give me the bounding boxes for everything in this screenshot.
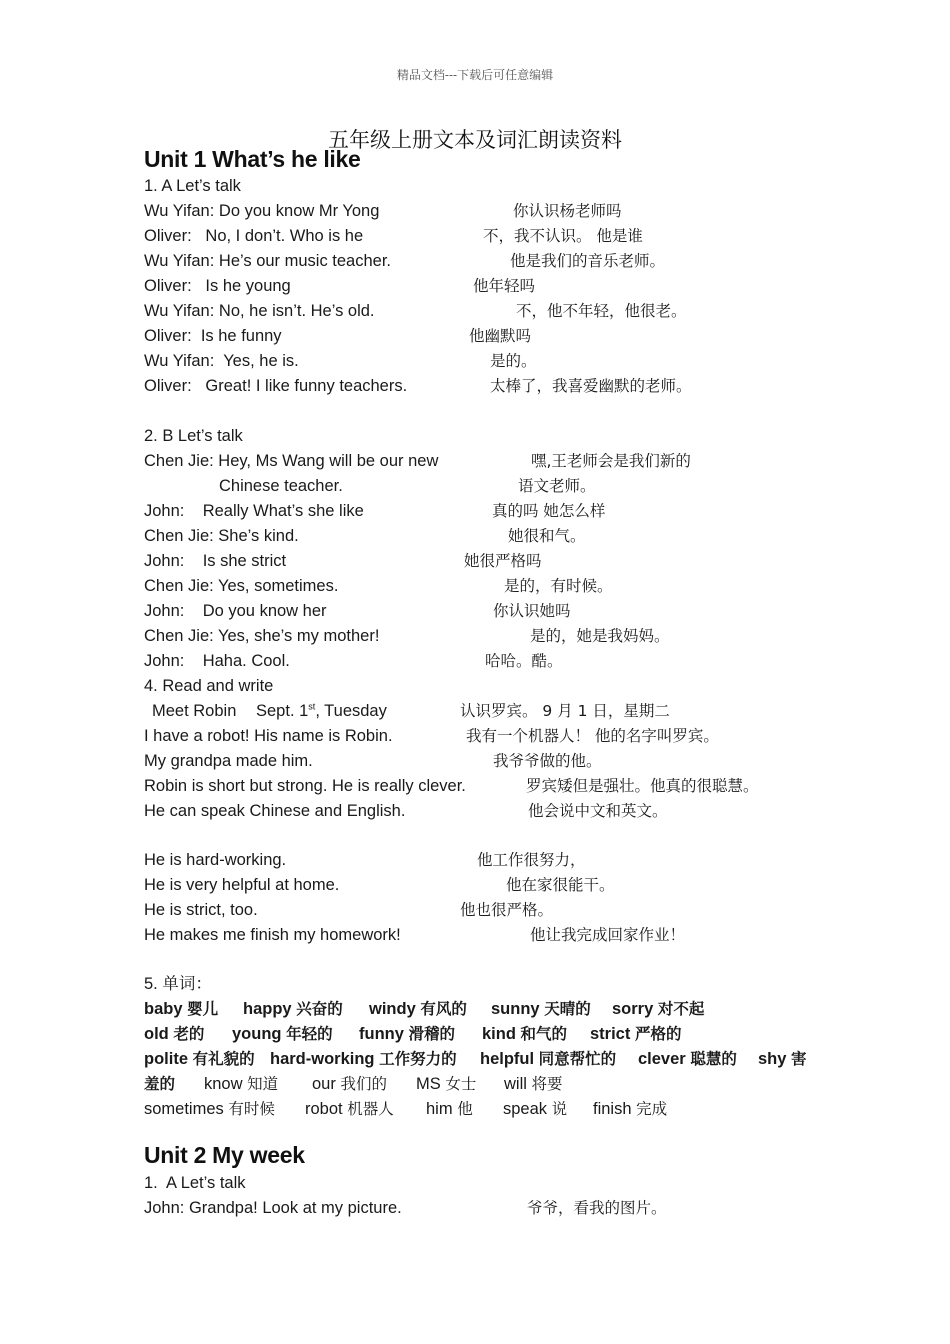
- dialogue-cn: 她很严格吗: [464, 552, 542, 570]
- unit2-a-talk-heading: 1. A Let’s talk: [144, 1174, 246, 1192]
- vocab-item: speak 说: [503, 1100, 568, 1118]
- dialogue-cn: 是的，她是我妈妈。: [530, 627, 670, 645]
- dialogue-en: John: Do you know her: [144, 602, 327, 620]
- dialogue-cn: 他是我们的音乐老师。: [510, 252, 666, 270]
- vocab-item: helpful 同意帮忙的: [480, 1050, 617, 1068]
- dialogue-cn: 是的。: [490, 352, 537, 370]
- vocab-item: hard-working 工作努力的: [270, 1050, 457, 1068]
- dialogue-cn: 她很和气。: [508, 527, 586, 545]
- meet-robin-title: Meet Robin: [152, 702, 237, 720]
- vocab-item: old 老的: [144, 1025, 205, 1043]
- dialogue-cn: 不，他不年轻，他很老。: [516, 302, 687, 320]
- vocab-item: polite 有礼貌的: [144, 1050, 255, 1068]
- dialogue-en: Chen Jie: Hey, Ms Wang will be our new: [144, 452, 439, 470]
- vocab-item: young 年轻的: [232, 1025, 333, 1043]
- passage-en: He is hard-working.: [144, 851, 287, 869]
- dialogue-cn: 他年轻吗: [473, 277, 536, 295]
- dialogue-cn: 哈哈。酷。: [485, 652, 563, 670]
- passage-en: I have a robot! His name is Robin.: [144, 727, 393, 745]
- dialogue-cn: 嘿,王老师会是我们新的: [531, 452, 691, 470]
- dialogue-en: John: Really What’s she like: [144, 502, 364, 520]
- vocab-item: happy 兴奋的: [243, 1000, 343, 1018]
- dialogue-en: Chinese teacher.: [219, 477, 343, 495]
- meet-robin-cn: 认识罗宾。 9 月 1 日，星期二: [460, 702, 670, 720]
- page-header: 精品文档---下载后可任意编辑: [396, 68, 554, 82]
- dialogue-cn: 他幽默吗: [469, 327, 532, 345]
- vocab-item: windy 有风的: [369, 1000, 467, 1018]
- document-title: 五年级上册文本及词汇朗读资料: [328, 128, 622, 152]
- passage-en: He is strict, too.: [144, 901, 258, 919]
- passage-cn: 他工作很努力，: [477, 851, 586, 869]
- meet-robin-date: Sept. 1st, Tuesday: [256, 701, 387, 720]
- vocab-item: sometimes 有时候: [144, 1100, 275, 1118]
- vocab-item: our 我们的: [312, 1075, 387, 1093]
- dialogue-cn: 是的，有时候。: [504, 577, 613, 595]
- dialogue-cn: 爷爷，看我的图片。: [527, 1199, 667, 1217]
- passage-cn: 他也很严格。: [460, 901, 554, 919]
- dialogue-en: Wu Yifan: He’s our music teacher.: [144, 252, 392, 270]
- vocab-item: will 将要: [504, 1075, 563, 1093]
- dialogue-en: Chen Jie: Yes, sometimes.: [144, 577, 339, 595]
- passage-cn: 他让我完成回家作业！: [530, 926, 686, 944]
- passage-en: He makes me finish my homework!: [144, 926, 401, 944]
- passage-cn: 罗宾矮但是强壮。他真的很聪慧。: [526, 777, 759, 795]
- dialogue-en: Chen Jie: She’s kind.: [144, 527, 299, 545]
- passage-en: My grandpa made him.: [144, 752, 313, 770]
- dialogue-cn: 你认识杨老师吗: [513, 202, 622, 220]
- vocab-item: sorry 对不起: [612, 1000, 705, 1018]
- read-write-heading: 4. Read and write: [144, 677, 274, 695]
- vocab-item: strict 严格的: [590, 1025, 682, 1043]
- dialogue-en: Oliver: Great! I like funny teachers.: [144, 377, 408, 395]
- passage-en: He can speak Chinese and English.: [144, 802, 406, 820]
- dialogue-cn: 不，我不认识。 他是谁: [483, 227, 643, 245]
- passage-cn: 他会说中文和英文。: [528, 802, 668, 820]
- dialogue-en: Chen Jie: Yes, she’s my mother!: [144, 627, 380, 645]
- unit1-b-talk-heading: 2. B Let’s talk: [144, 427, 243, 445]
- vocab-item: clever 聪慧的: [638, 1050, 737, 1068]
- vocab-item: funny 滑稽的: [359, 1025, 456, 1043]
- vocab-item: shy 害: [758, 1050, 807, 1068]
- dialogue-cn: 太棒了，我喜爱幽默的老师。: [490, 377, 692, 395]
- dialogue-en: John: Is she strict: [144, 552, 287, 570]
- passage-cn: 他在家很能干。: [506, 876, 615, 894]
- vocab-item: know 知道: [204, 1075, 279, 1093]
- vocab-item: sunny 天晴的: [491, 1000, 591, 1018]
- dialogue-cn: 真的吗 她怎么样: [492, 502, 606, 520]
- dialogue-en: Wu Yifan: Yes, he is.: [144, 352, 299, 370]
- dialogue-en: Oliver: No, I don’t. Who is he: [144, 227, 364, 245]
- passage-en: Robin is short but strong. He is really clever.: [144, 777, 466, 795]
- dialogue-en: Oliver: Is he young: [144, 277, 291, 295]
- passage-cn: 我爷爷做的他。: [493, 752, 602, 770]
- vocab-heading: 5. 单词：: [144, 975, 212, 993]
- vocab-item: MS 女士: [416, 1075, 477, 1093]
- dialogue-en: John: Haha. Cool.: [144, 652, 290, 670]
- dialogue-en: Wu Yifan: Do you know Mr Yong: [144, 202, 380, 220]
- vocab-item: kind 和气的: [482, 1025, 568, 1043]
- unit2-title: Unit 2 My week: [144, 1142, 305, 1168]
- vocab-item: finish 完成: [593, 1100, 668, 1118]
- unit1-a-talk-heading: 1. A Let’s talk: [144, 177, 241, 195]
- dialogue-cn: 语文老师。: [518, 477, 596, 495]
- passage-en: He is very helpful at home.: [144, 876, 340, 894]
- dialogue-en: John: Grandpa! Look at my picture.: [144, 1199, 402, 1217]
- vocab-item: him 他: [426, 1100, 473, 1118]
- vocab-item: baby 婴儿: [144, 1000, 219, 1018]
- vocab-item: robot 机器人: [305, 1100, 394, 1118]
- dialogue-en: Oliver: Is he funny: [144, 327, 282, 345]
- passage-cn: 我有一个机器人！ 他的名字叫罗宾。: [466, 727, 719, 745]
- vocab-item: 羞的: [144, 1075, 176, 1093]
- unit1-title: Unit 1 What’s he like: [144, 146, 361, 172]
- dialogue-cn: 你认识她吗: [493, 602, 571, 620]
- dialogue-en: Wu Yifan: No, he isn’t. He’s old.: [144, 302, 375, 320]
